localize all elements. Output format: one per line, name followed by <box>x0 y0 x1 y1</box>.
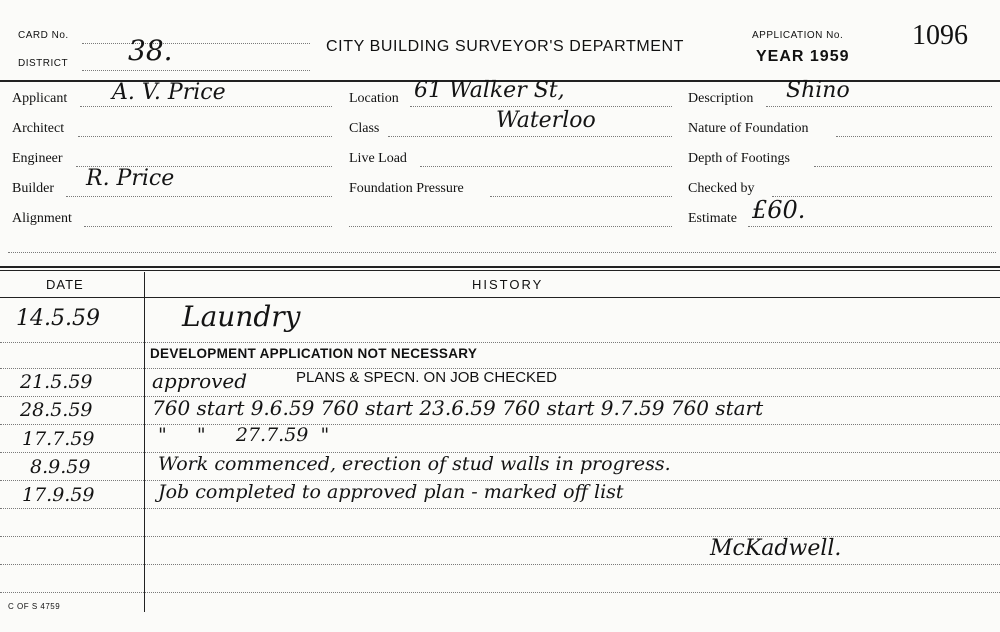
live-load-line <box>420 166 672 167</box>
class-line <box>388 136 672 137</box>
entry-date: 28.5.59 <box>20 399 93 421</box>
application-no: 1096 <box>912 20 968 51</box>
history-header: HISTORY <box>472 277 544 292</box>
location-value-line1: 61 Walker St, <box>414 78 565 103</box>
entry-date: 8.9.59 <box>30 456 91 478</box>
history-top-rule <box>0 266 1000 268</box>
ruled-line <box>0 342 1000 343</box>
entry-text: Laundry <box>182 300 301 333</box>
builder-line <box>66 196 332 197</box>
architect-label: Architect <box>12 121 65 136</box>
district-label: DISTRICT <box>18 58 69 69</box>
nature-of-foundation-label: Nature of Foundation <box>688 121 809 136</box>
history-top-rule-2 <box>0 270 1000 271</box>
application-no-label: APPLICATION No. <box>752 30 844 41</box>
year-label: YEAR 1959 <box>756 48 850 65</box>
applicant-value: A. V. Price <box>112 80 226 105</box>
checked-by-label: Checked by <box>688 181 755 196</box>
ruled-line <box>0 536 1000 537</box>
plans-checked-stamp: PLANS & SPECN. ON JOB CHECKED <box>296 369 557 386</box>
ruled-line <box>0 424 1000 425</box>
card-no-value: 38. <box>128 34 173 67</box>
ruled-line <box>0 592 1000 593</box>
entry-text: " " 27.7.59 " <box>158 424 330 446</box>
entry-date: 21.5.59 <box>20 371 93 393</box>
estimate-value: £60. <box>752 196 806 224</box>
foundation-pressure-label: Foundation Pressure <box>349 181 464 196</box>
entry-date: 14.5.59 <box>16 306 100 331</box>
architect-line <box>78 136 332 137</box>
history-header-rule <box>0 297 1000 298</box>
district-line <box>82 70 310 71</box>
description-label: Description <box>688 91 754 106</box>
location-value-line2: Waterloo <box>496 108 596 133</box>
alignment-line <box>84 226 332 227</box>
depth-of-footings-label: Depth of Footings <box>688 151 790 166</box>
form-code: C OF S 4759 <box>8 602 61 611</box>
live-load-label: Live Load <box>349 151 407 166</box>
ruled-line <box>0 564 1000 565</box>
class-label: Class <box>349 121 380 136</box>
estimate-label: Estimate <box>688 211 737 226</box>
ruled-line <box>0 508 1000 509</box>
date-column-divider <box>144 272 145 612</box>
signature: McKadwell. <box>710 536 842 561</box>
applicant-label: Applicant <box>12 91 68 106</box>
entry-text: approved <box>152 369 248 393</box>
department-title: CITY BUILDING SURVEYOR'S DEPARTMENT <box>326 38 685 55</box>
entry-date: 17.7.59 <box>22 428 95 450</box>
column2-blank-line <box>349 226 672 227</box>
foundation-pressure-line <box>490 196 672 197</box>
description-value: Shino <box>786 78 850 103</box>
entry-text: Job completed to approved plan - marked off list <box>158 481 624 503</box>
applicant-line <box>80 106 332 107</box>
entry-text: Work commenced, erection of stud walls in progress. <box>158 453 671 475</box>
builder-value: R. Price <box>86 166 175 191</box>
location-label: Location <box>349 91 399 106</box>
alignment-label: Alignment <box>12 211 72 226</box>
entry-date: 17.9.59 <box>22 484 95 506</box>
fields-bottom-line <box>8 252 996 253</box>
card-no-label: CARD No. <box>18 30 69 41</box>
entry-text: 760 start 9.6.59 760 start 23.6.59 760 start 9.7.59 760 start <box>152 396 764 420</box>
depth-of-footings-line <box>814 166 992 167</box>
location-line <box>410 106 672 107</box>
development-stamp: DEVELOPMENT APPLICATION NOT NECESSARY <box>150 346 478 361</box>
estimate-line <box>748 226 992 227</box>
builder-label: Builder <box>12 181 54 196</box>
description-line <box>766 106 992 107</box>
date-header: DATE <box>46 277 84 292</box>
engineer-label: Engineer <box>12 151 63 166</box>
card-no-line <box>82 43 310 44</box>
nature-of-foundation-line <box>836 136 992 137</box>
